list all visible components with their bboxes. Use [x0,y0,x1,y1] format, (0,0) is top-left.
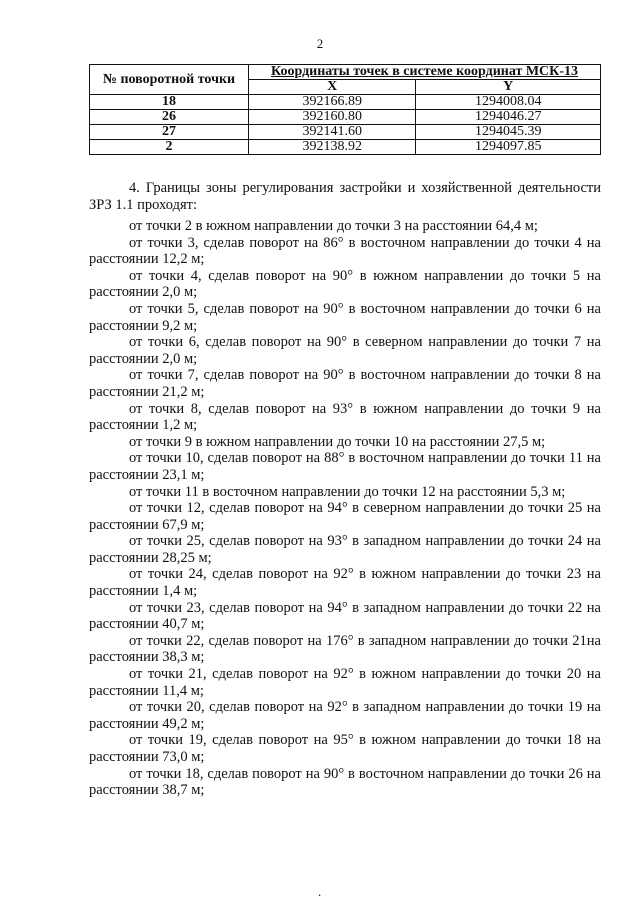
list-item: от точки 2 в южном направлении до точки 3 на расстоянии 64,4 м; [129,218,538,234]
header-y: Y [416,80,601,95]
table-row [90,125,601,140]
table-row [90,140,601,155]
list-item: от точки 23, сделав поворот на 94° в западном направлении до точки 22 на расстоянии 40,7 м; [89,599,601,633]
cell-x: 392160.80 [249,110,416,125]
cell-y: 1294046.27 [416,110,601,125]
header-point-number: № поворотной точки [90,65,249,95]
boundary-segments-list [89,218,601,799]
section-intro: 4. Границы зоны регулирования застройки и хозяйственной деятельности ЗРЗ 1.1 проходят: [89,180,601,214]
list-item: от точки 22, сделав поворот на 176° в западном направлении до точки 21на расстоянии 38,3 м; [89,632,601,666]
list-item: от точки 20, сделав поворот на 92° в западном направлении до точки 19 на расстоянии 49,2 м; [89,699,601,732]
list-item: от точки 3, сделав поворот на 86° в восточном направлении до точки 4 на расстоянии 12,2 м; [89,234,601,268]
list-item: от точки 24, сделав поворот на 92° в южном направлении до точки 23 на расстоянии 1,4 м; [89,566,601,600]
list-item: от точки 6, сделав поворот на 90° в северном направлении до точки 7 на расстоянии 2,0 м; [89,334,601,367]
cell-x: 392166.89 [249,95,416,110]
cell-point: 2 [90,140,249,155]
list-item: от точки 7, сделав поворот на 90° в восточном направлении до точки 8 на расстоянии 21,2 м; [89,367,601,400]
cell-point: 26 [90,110,249,125]
table-header-row [90,65,601,80]
list-item: от точки 12, сделав поворот на 94° в северном направлении до точки 25 на расстоянии 67,9 м; [89,500,601,533]
list-item: от точки 19, сделав поворот на 95° в южном направлении до точки 18 на расстоянии 73,0 м; [89,732,601,765]
list-item: от точки 5, сделав поворот на 90° в восточном направлении до точки 6 на расстоянии 9,2 м; [89,300,601,334]
header-x: X [249,80,416,95]
list-item: от точки 25, сделав поворот на 93° в западном направлении до точки 24 на расстоянии 28,25 м; [89,533,601,566]
cell-point: 27 [90,125,249,140]
table-row [90,95,601,110]
cell-y: 1294045.39 [416,125,601,140]
header-coordinates: Координаты точек в системе координат МСК-13 [249,65,601,80]
cell-x: 392141.60 [249,125,416,140]
cell-y: 1294008.04 [416,95,601,110]
list-item: от точки 18, сделав поворот на 90° в восточном направлении до точки 26 на расстоянии 38,7 м; [89,765,601,799]
footer-mark: . [318,884,322,899]
cell-point: 18 [90,95,249,110]
table-row [90,110,601,125]
list-item: от точки 8, сделав поворот на 93° в южном направлении до точки 9 на расстоянии 1,2 м; [89,400,601,434]
list-item: от точки 4, сделав поворот на 90° в южном направлении до точки 5 на расстоянии 2,0 м; [89,267,601,301]
list-item: от точки 21, сделав поворот на 92° в южном направлении до точки 20 на расстоянии 11,4 м; [89,666,601,699]
cell-x: 392138.92 [249,140,416,155]
cell-y: 1294097.85 [416,140,601,155]
list-item: от точки 10, сделав поворот на 88° в восточном направлении до точки 11 на расстоянии 23,1 м; [89,450,601,483]
page-number: 2 [316,36,324,51]
coordinates-table [89,64,601,155]
list-item: от точки 11 в восточном направлении до точки 12 на расстоянии 5,3 м; [129,483,566,500]
list-item: от точки 9 в южном направлении до точки 10 на расстоянии 27,5 м; [129,433,546,450]
